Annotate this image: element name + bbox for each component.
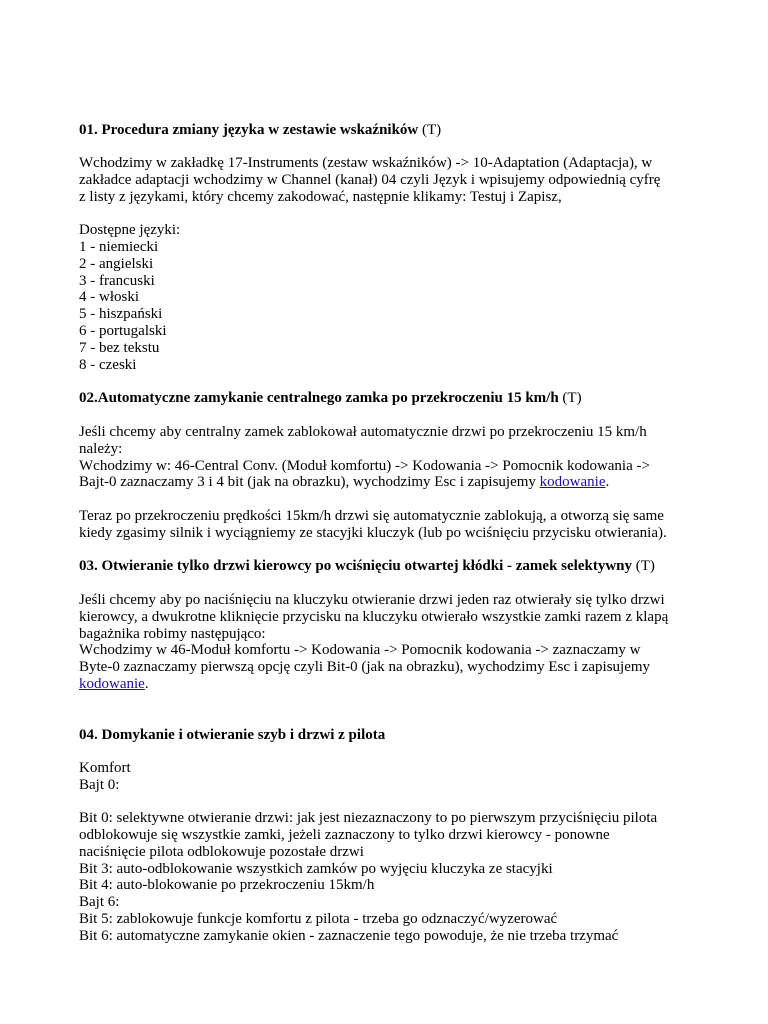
bit-line: naciśnięcie pilota odblokowuje pozostałe drzwi xyxy=(79,844,364,860)
language-item: 2 - angielski xyxy=(79,256,154,272)
paragraph-line: Jeśli chcemy aby po naciśnięciu na kluczyku otwieranie drzwi jeden raz otwierały się tylko drzwi xyxy=(79,592,665,608)
bajt-0-label: Bajt 0: xyxy=(79,777,120,793)
language-item: 4 - włoski xyxy=(79,289,139,305)
language-item: 7 - bez tekstu xyxy=(79,340,160,356)
section-02-title: 02.Automatyczne zamykanie centralnego zamka po przekroczeniu 15 km/h xyxy=(79,390,559,406)
paragraph-line: Byte-0 zaznaczamy pierwszą opcję czyli Bit-0 (jak na obrazku), wychodzimy Esc i zapisujemy xyxy=(79,659,651,675)
kodowanie-link[interactable]: kodowanie xyxy=(539,474,606,490)
paragraph-line: Jeśli chcemy aby centralny zamek zablokował automatycznie drzwi po przekroczeniu 15 km/h xyxy=(79,424,647,440)
paragraph-line: Wchodzimy w 46-Moduł komfortu -> Kodowania -> Pomocnik kodowania -> zaznaczamy w xyxy=(79,642,641,658)
section-03-title: 03. Otwieranie tylko drzwi kierowcy po wciśnięciu otwartej kłódki - zamek selektywny xyxy=(79,558,633,574)
section-01-heading xyxy=(79,122,441,139)
paragraph-line: należy: xyxy=(79,441,123,457)
paragraph-line: Wchodzimy w: 46-Central Conv. (Moduł komfortu) -> Kodowania -> Pomocnik kodowania -> xyxy=(79,458,650,474)
section-03-tag: (T) xyxy=(635,558,655,574)
bit-line: odblokowuje się wszystkie zamki, jeżeli zaznaczony to tylko drzwi kierowcy - ponowne xyxy=(79,827,610,843)
section-02-tag: (T) xyxy=(562,390,582,406)
paragraph-text: Bajt-0 zaznaczamy 3 i 4 bit (jak na obrazku), wychodzimy Esc i zapisujemy xyxy=(79,474,540,490)
language-item: 5 - hiszpański xyxy=(79,306,163,322)
bajt-6-label: Bajt 6: xyxy=(79,894,120,910)
paragraph-line xyxy=(79,676,149,693)
language-item: 6 - portugalski xyxy=(79,323,167,339)
paragraph-line: Wchodzimy w zakładkę 17-Instruments (zestaw wskaźników) -> 10-Adaptation (Adaptacja), w xyxy=(79,155,653,171)
language-item: 1 - niemiecki xyxy=(79,239,159,255)
kodowanie-link[interactable]: kodowanie xyxy=(79,676,145,692)
paragraph-line: zakładce adaptacji wchodzimy w Channel (kanał) 04 czyli Język i wpisujemy odpowiednią cyfrę xyxy=(79,172,661,188)
bit-line: Bit 4: auto-blokowanie po przekroczeniu 15km/h xyxy=(79,877,375,893)
paragraph-line: bagażnika robimy następująco: xyxy=(79,626,266,642)
paragraph-line: Teraz po przekroczeniu prędkości 15km/h drzwi się automatycznie zablokują, a otworzą się same xyxy=(79,508,664,524)
paragraph-line: z listy z językami, który chcemy zakodować, następnie klikamy: Testuj i Zapisz, xyxy=(79,189,562,205)
paragraph-text: . xyxy=(605,474,610,490)
komfort-label: Komfort xyxy=(79,760,131,776)
bit-line: Bit 0: selektywne otwieranie drzwi: jak jest niezaznaczony to po pierwszym przyciśnięciu pilota xyxy=(79,810,658,826)
bit-line: Bit 5: zablokowuje funkcje komfortu z pilota - trzeba go odznaczyć/wyzerować xyxy=(79,911,558,927)
section-02-heading xyxy=(79,390,582,407)
section-04-heading xyxy=(79,727,385,744)
paragraph-line xyxy=(79,474,609,491)
section-01-tag: (T) xyxy=(422,122,442,138)
bit-line: Bit 6: automatyczne zamykanie okien - zaznaczenie tego powoduje, że nie trzeba trzymać xyxy=(79,928,619,944)
paragraph-line: kierowcy, a dwukrotne kliknięcie przycisku na kluczyku otwierało wszystkie zamki razem z klapą xyxy=(79,609,669,625)
language-item: 8 - czeski xyxy=(79,357,137,373)
section-01-title: 01. Procedura zmiany języka w zestawie wskaźników xyxy=(79,122,419,138)
languages-header: Dostępne języki: xyxy=(79,222,181,238)
language-item: 3 - francuski xyxy=(79,273,155,289)
paragraph-line: kiedy zgasimy silnik i wyciągniemy ze stacyjki kluczyk (lub po wciśnięciu przycisku otwierania). xyxy=(79,525,667,541)
bit-line: Bit 3: auto-odblokowanie wszystkich zamków po wyjęciu kluczyka ze stacyjki xyxy=(79,861,553,877)
paragraph-text: . xyxy=(144,676,149,692)
section-03-heading xyxy=(79,558,655,575)
section-04-title: 04. Domykanie i otwieranie szyb i drzwi z pilota xyxy=(79,727,386,743)
